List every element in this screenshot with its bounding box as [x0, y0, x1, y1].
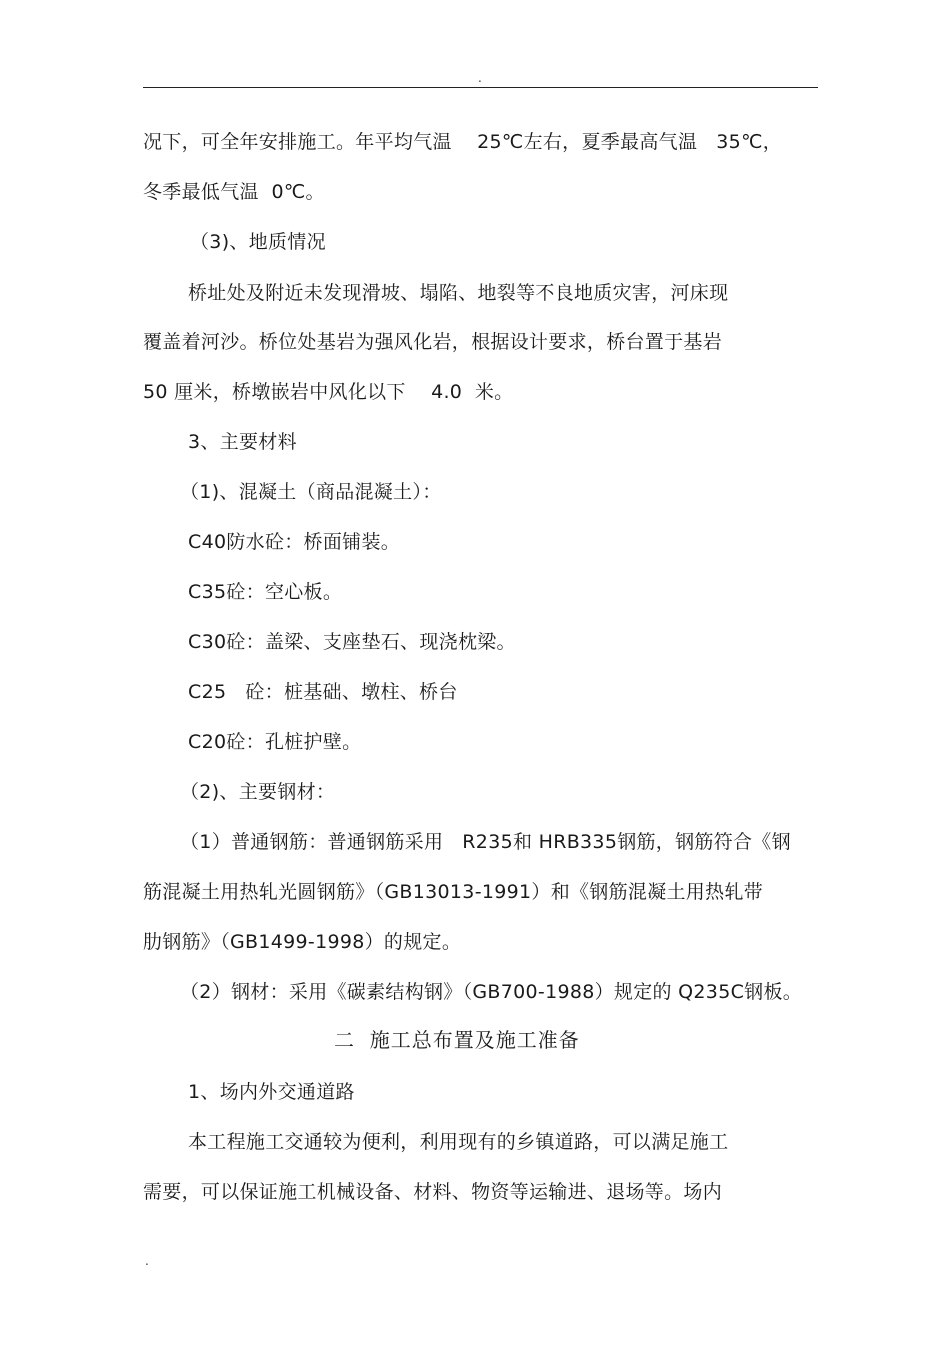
section-heading: 1、场内外交通道路	[188, 1081, 355, 1103]
list-item: C20砼：孔桩护壁。	[188, 731, 362, 753]
text-line: 本工程施工交通较为便利，利用现有的乡镇道路，可以满足施工	[188, 1131, 729, 1153]
list-item: C30砼：盖梁、支座垫石、现浇枕梁。	[188, 631, 516, 653]
list-item: C40防水砼：桥面铺装。	[188, 531, 401, 553]
section-heading: （2)、主要钢材：	[180, 781, 336, 803]
text-line: 覆盖着河沙。桥位处基岩为强风化岩，根据设计要求，桥台置于基岩	[143, 331, 723, 353]
text-line: （2）钢材：采用《碳素结构钢》（GB700-1988）规定的 Q235C钢板。	[180, 981, 803, 1003]
footer-mark: .	[145, 1254, 149, 1268]
list-item: C35砼：空心板。	[188, 581, 343, 603]
list-item: C25 砼：桩基础、墩柱、桥台	[188, 681, 458, 703]
text-line: 肋钢筋》（GB1499-1998）的规定。	[143, 931, 462, 953]
text-line: 筋混凝土用热轧光圆钢筋》（GB13013-1991）和《钢筋混凝土用热轧带	[143, 881, 764, 903]
section-heading: （3)、地质情况	[190, 231, 326, 253]
text-line: （1）普通钢筋：普通钢筋采用 R235和 HRB335钢筋，钢筋符合《钢	[180, 831, 791, 853]
chapter-heading: 二 施工总布置及施工准备	[334, 1028, 580, 1052]
header-mark: .	[478, 71, 482, 85]
text-line: 桥址处及附近未发现滑坡、塌陷、地裂等不良地质灾害，河床现	[188, 282, 729, 304]
section-heading: 3、主要材料	[188, 431, 297, 453]
section-heading: （1)、混凝土（商品混凝土）：	[180, 481, 442, 503]
text-line: 况下，可全年安排施工。年平均气温 25℃左右，夏季最高气温 35℃，	[143, 131, 783, 153]
text-line: 需要，可以保证施工机械设备、材料、物资等运输进、退场等。场内	[143, 1181, 723, 1203]
header-rule	[143, 87, 818, 88]
text-line: 冬季最低气温 0℃。	[143, 181, 325, 203]
text-line: 50 厘米，桥墩嵌岩中风化以下 4.0 米。	[143, 381, 514, 403]
